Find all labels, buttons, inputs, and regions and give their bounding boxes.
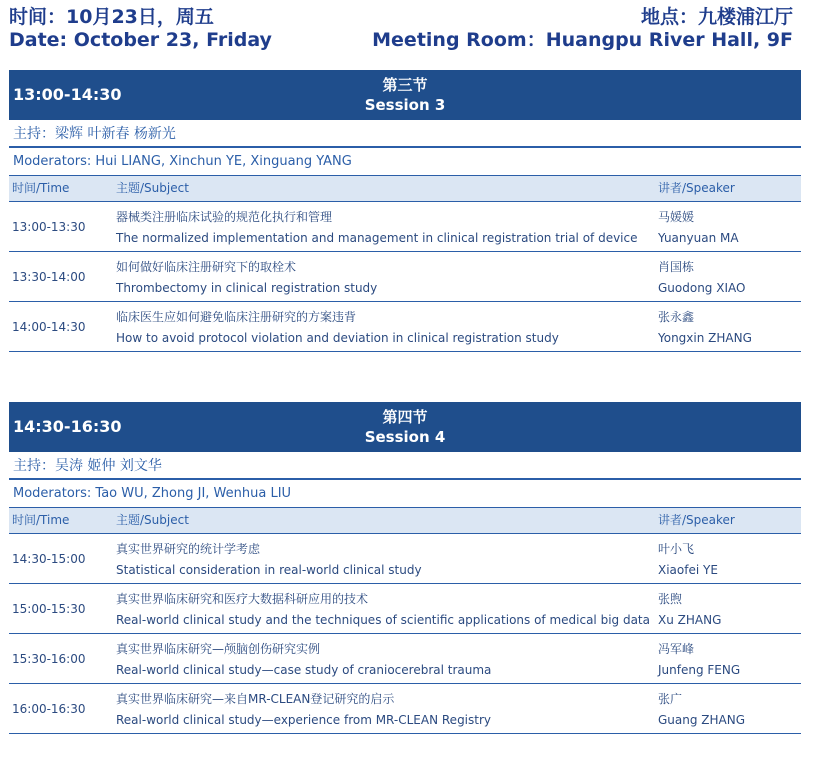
speaker-cn: 张永鑫 <box>658 310 695 324</box>
session-chairs: 主持：梁辉 叶新春 杨新光 <box>9 120 801 148</box>
subject-cn: 临床医生应如何避免临床注册研究的方案违背 <box>116 310 357 324</box>
subject-cn: 器械类注册临床试验的规范化执行和管理 <box>116 210 333 224</box>
row-speaker <box>658 207 739 249</box>
speaker-en: Yuanyuan MA <box>658 231 739 245</box>
session-moderators: Moderators: Tao WU, Zhong JI, Wenhua LIU <box>9 480 801 508</box>
session-moderators: Moderators: Hui LIANG, Xinchun YE, Xinguang YANG <box>9 148 801 176</box>
session-4 <box>9 402 801 734</box>
session-header-bar <box>9 70 801 120</box>
table-row <box>9 302 801 352</box>
subject-en: Real-world clinical study—case study of craniocerebral trauma <box>116 663 492 677</box>
speaker-cn: 肖国栋 <box>658 260 695 274</box>
row-speaker <box>658 539 718 581</box>
speaker-en: Xiaofei YE <box>658 563 718 577</box>
table-row <box>9 252 801 302</box>
row-time: 15:00-15:30 <box>12 602 86 616</box>
table-row <box>9 584 801 634</box>
session-title-cn: 第四节 <box>382 408 428 426</box>
speaker-en: Yongxin ZHANG <box>658 331 752 345</box>
date-cn: 时间：10月23日，周五 <box>9 6 214 28</box>
session-time: 13:00-14:30 <box>13 85 122 104</box>
subject-en: The normalized implementation and management in clinical registration trial of device <box>116 231 638 245</box>
subject-en: Thrombectomy in clinical registration study <box>116 281 378 295</box>
subject-en: Real-world clinical study—experience from MR-CLEAN Registry <box>116 713 492 727</box>
row-speaker <box>658 639 740 681</box>
table-row <box>9 534 801 584</box>
col-time-header: 时间/Time <box>12 181 70 195</box>
subject-cn: 真实世界临床研究—来自MR-CLEAN登记研究的启示 <box>116 692 395 706</box>
session-title <box>9 75 801 115</box>
subject-en: How to avoid protocol violation and deviation in clinical registration study <box>116 331 559 345</box>
speaker-en: Junfeng FENG <box>658 663 741 677</box>
row-subject <box>116 589 650 631</box>
subject-cn: 真实世界临床研究和医疗大数据科研应用的技术 <box>116 592 369 606</box>
speaker-cn: 张广 <box>658 692 683 706</box>
row-subject <box>116 257 377 299</box>
speaker-en: Guang ZHANG <box>658 713 746 727</box>
session-header-bar <box>9 402 801 452</box>
session-title-en: Session 3 <box>364 96 446 114</box>
session-title-cn: 第三节 <box>382 76 428 94</box>
speaker-cn: 叶小飞 <box>658 542 695 556</box>
speaker-cn: 冯军峰 <box>658 642 695 656</box>
session-title-en: Session 4 <box>364 428 446 446</box>
subject-en: Statistical consideration in real-world clinical study <box>116 563 422 577</box>
page-header <box>0 0 813 60</box>
row-time: 14:00-14:30 <box>12 320 86 334</box>
location-cn: 地点：九楼浦江厅 <box>640 6 793 28</box>
location-en: Meeting Room：Huangpu River Hall, 9F <box>372 29 793 51</box>
subject-cn: 真实世界研究的统计学考虑 <box>116 542 261 556</box>
column-header-row <box>9 176 801 202</box>
table-row <box>9 684 801 734</box>
subject-cn: 真实世界临床研究—颅脑创伤研究实例 <box>116 642 321 656</box>
row-time: 14:30-15:00 <box>12 552 86 566</box>
row-speaker <box>658 307 752 349</box>
session-3 <box>9 70 801 352</box>
col-time-header: 时间/Time <box>12 513 70 527</box>
row-subject <box>116 539 422 581</box>
row-time: 13:30-14:00 <box>12 270 86 284</box>
row-subject <box>116 689 491 731</box>
session-time: 14:30-16:30 <box>13 417 122 436</box>
row-subject <box>116 639 491 681</box>
row-speaker <box>658 689 745 731</box>
table-row <box>9 634 801 684</box>
col-speaker-header: 讲者/Speaker <box>658 513 735 527</box>
row-subject <box>116 207 638 249</box>
subject-en: Real-world clinical study and the techniques of scientific applications of medical big data <box>116 613 650 627</box>
col-subject-header: 主题/Subject <box>116 181 189 195</box>
speaker-en: Guodong XIAO <box>658 281 746 295</box>
session-chairs: 主持：吴涛 姬仲 刘文华 <box>9 452 801 480</box>
speaker-cn: 张煦 <box>658 592 683 606</box>
date-en: Date: October 23, Friday <box>9 29 272 51</box>
row-speaker <box>658 257 745 299</box>
session-title <box>9 407 801 447</box>
row-time: 16:00-16:30 <box>12 702 86 716</box>
col-subject-header: 主题/Subject <box>116 513 189 527</box>
speaker-cn: 马媛媛 <box>658 210 695 224</box>
col-speaker-header: 讲者/Speaker <box>658 181 735 195</box>
subject-cn: 如何做好临床注册研究下的取栓术 <box>116 260 297 274</box>
speaker-en: Xu ZHANG <box>658 613 722 627</box>
column-header-row <box>9 508 801 534</box>
row-time: 15:30-16:00 <box>12 652 86 666</box>
row-subject <box>116 307 559 349</box>
row-speaker <box>658 589 721 631</box>
row-time: 13:00-13:30 <box>12 220 86 234</box>
table-row <box>9 202 801 252</box>
